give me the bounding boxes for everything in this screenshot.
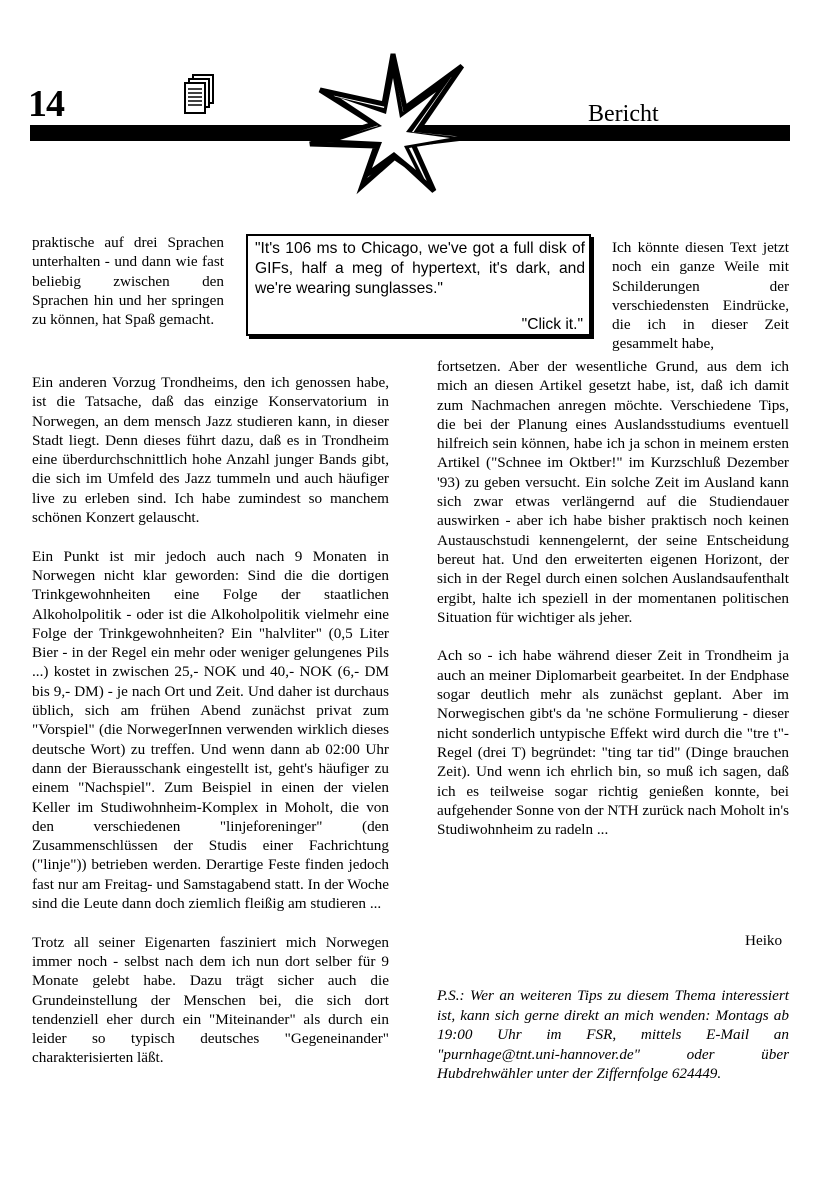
starburst-icon bbox=[300, 48, 490, 198]
right-column bbox=[437, 357, 789, 859]
right-intro-text: Ich könnte diesen Text jetzt noch ein ganze Weile mit Schilderungen der verschiedensten Eindrücke, die ich in dieser Zeit gesammelt habe, bbox=[612, 239, 789, 353]
paragraph: Ach so - ich habe während dieser Zeit in Trondheim ja auch an meiner Diplomarbeit gearbeitet. In der Endphase sogar deutlich mehr als zunächst geplant. Aber im Norwegischen gibt's da 'ne schöne Formulierung - dieser nicht sonderlich untypische Effekt wird durch die "tre t"-Regel (drei T) begründet: "ting tar tid" (Dinge brauchen Zeit). Und wenn ich ehrlich bin, so muß ich sagen, daß ich es teilweise sogar richtig genießen konnte, bei aufgehender Sonne von der NTH zurück nach Moholt in's Studiwohnheim zu radeln ... bbox=[437, 647, 789, 839]
paragraph: Ein anderen Vorzug Trondheims, den ich genossen habe, ist die Tatsache, daß das einzige Konservatorium in Norwegen, an dem mensch Jazz studieren kann, in dieser Stadt liegt. Denn dieses führt dazu, daß es in Trondheim eine überdurchschnittlich hohe Anzahl junger Bands gibt, die sich im Umfeld des Jazz tummeln und auch häufiger live zu erleben sind. Ich habe zumindest so manchem schönen Konzert gelauscht. bbox=[32, 374, 389, 527]
left-column bbox=[32, 373, 389, 1087]
page-number: 14 bbox=[28, 83, 64, 125]
document-stack-icon bbox=[183, 73, 217, 117]
postscript-note: P.S.: Wer an weiteren Tips zu diesem Thema interessiert ist, kann sich gerne direkt an mich wenden: Montags ab 19:00 Uhr im FSR, mittels E-Mail an "purnhage@tnt.uni-hannover.de" oder über Hubdrehwähler unter der Ziffernfolge 624449. bbox=[437, 987, 789, 1082]
pull-quote-box bbox=[246, 234, 591, 336]
section-title: Bericht bbox=[588, 101, 659, 127]
paragraph: fortsetzen. Aber der wesentliche Grund, aus dem ich mich an diesen Artikel gesetzt habe, ist, daß ich damit zum Nachmachen anregen möchte. Verschiedene Tips, die bei der Planung eines Auslandsstudiums eventuell hilfreich sein können, habe ich ja schon in meinem ersten Artikel ("Schnee im Oktber!" im Kurzschluß Dezember '93) zu geben versucht. Ein solche Zeit im Ausland kann sich zwar etwas verlängernd auf die Studiendauer auswirken - aber ich habe bisher praktisch noch keinen Austauschstudi kennengelernt, der seine Entscheidung bereut hat. Und den erweiterten eigenen Horizont, der sich in der Regel durch einen solchen Auslandsaufenthalt ergibt, halte ich speziell in der momentanen politischen Situation für wichtiger als jeher. bbox=[437, 358, 789, 626]
paragraph: Ein Punkt ist mir jedoch auch nach 9 Monaten in Norwegen nicht klar geworden: Sind die die dortigen Trinkgewohnheiten eine Folge der staatlichen Alkoholpolitik - oder ist die Alkoholpolitik vielmehr eine Folge der Trinkgewohnheiten? Ein "halvliter" (0,5 Liter Bier - in der Regel ein mehr oder weniger gelungenes Pils ...) kostet in zwischen 25,- NOK und 40,- NOK (6,- DM bis 9,- DM) - je nach Ort und Zeit. Und daher ist durchaus üblich, sich am frühen Abend zunächst privat zum "Vorspiel" (die NorwegerInnen verwenden wirklich dieses deutsche Wort) zu treffen. Und wenn dann ab 02:00 Uhr dann der Bierausschank eingestellt ist, geht's häufiger zu einem "Nachspiel". Zum Beispiel in einen der vielen Keller im Studiwohnheim-Komplex in Moholt, die von den verschiedenen "linjeforeninger" (den Zusammenschlüssen der Studis einer Fachrichtung ("linje")) betrieben werden. Derartige Feste finden jedoch fast nur am Freitag- und Samstagabend statt. In der Woche sind die Leute dann doch ziemlich fleißig am studieren ... bbox=[32, 547, 389, 913]
author-signature: Heiko bbox=[745, 932, 783, 949]
paragraph: Trotz all seiner Eigenarten fasziniert mich Norwegen immer noch - selbst nach dem ich nun dort selber für 9 Monate gelebt habe. Dazu trägt sicher auch die Grundeinstellung der Menschen bei, die sich dort tendenziell eher durch ein "Miteinander" als durch ein leider so typisch deutsches "Gegeneinander" charakterisierten läßt. bbox=[32, 933, 389, 1067]
quote-attribution: "Click it." bbox=[521, 316, 583, 333]
left-intro-text: praktische auf drei Sprachen unterhalten - und dann wie fast beliebig zwischen den Sprachen hin und her springen zu können, hat Spaß gemacht. bbox=[32, 234, 224, 329]
quote-text: "It's 106 ms to Chicago, we've got a full disk of GIFs, half a meg of hypertext, it's dark, and we're wearing sunglasses." bbox=[255, 240, 585, 297]
